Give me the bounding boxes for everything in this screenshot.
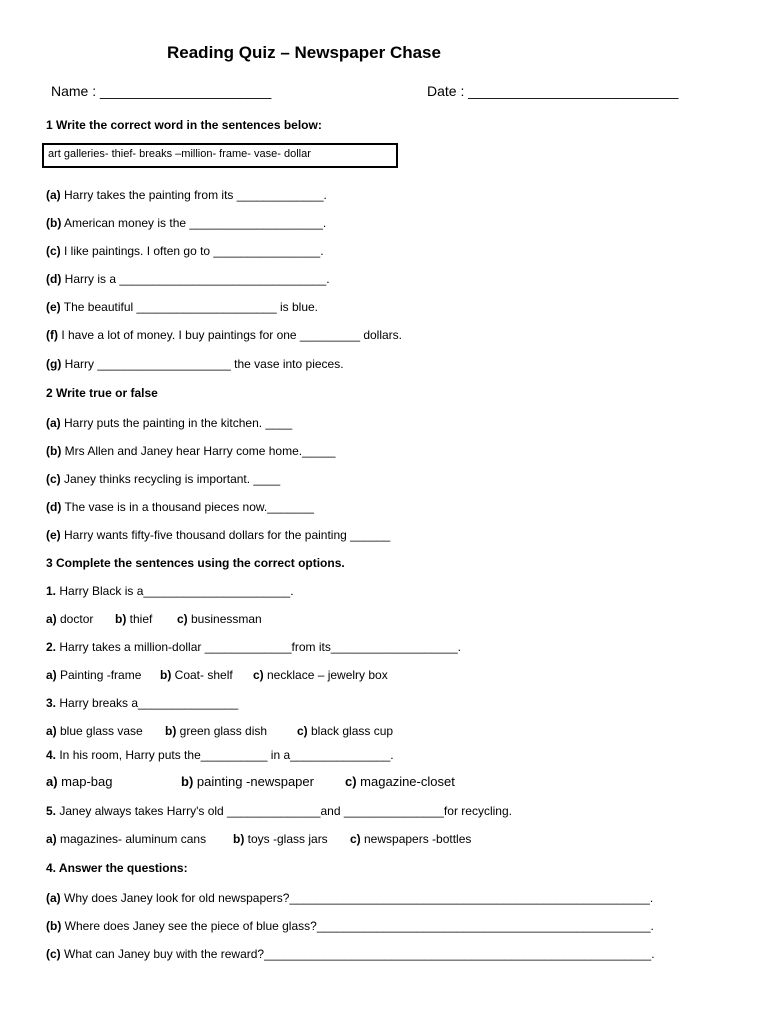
option-label: c): [177, 612, 188, 626]
item-label: (d): [46, 500, 62, 514]
s1-item-f[interactable]: [46, 328, 402, 342]
option-label: b): [160, 668, 172, 682]
option-text: newspapers -bottles: [360, 832, 472, 846]
question-text: Harry takes a million-dollar _____________from its___________________.: [56, 640, 461, 654]
s3-question-4[interactable]: [46, 748, 394, 762]
item-label: (b): [46, 444, 62, 458]
question-number: 4.: [46, 748, 57, 762]
item-label: (b): [46, 919, 62, 933]
s3-q5-option-a[interactable]: [46, 832, 206, 846]
s3-q3-option-c[interactable]: [297, 724, 393, 738]
s3-q5-option-c[interactable]: [350, 832, 471, 846]
s3-q4-option-c[interactable]: [345, 775, 455, 789]
item-text: Where does Janey see the piece of blue glass?__________________________________________________.: [61, 919, 654, 933]
option-text: magazines- aluminum cans: [56, 832, 207, 846]
option-text: painting -newspaper: [193, 774, 314, 789]
item-label: (e): [46, 300, 61, 314]
item-text: Harry is a _______________________________.: [61, 272, 330, 286]
option-text: thief: [126, 612, 153, 626]
s2-item-b[interactable]: [46, 444, 335, 458]
s4-item-b[interactable]: [46, 919, 654, 933]
item-text: The vase is in a thousand pieces now._______: [61, 500, 314, 514]
name-field[interactable]: Name : ______________________: [51, 83, 272, 99]
option-text: magazine-closet: [356, 774, 455, 789]
question-text: Harry breaks a_______________: [56, 696, 239, 710]
item-text: Harry ____________________ the vase into pieces.: [61, 357, 344, 371]
item-text: Harry puts the painting in the kitchen. ____: [60, 416, 293, 430]
s3-q2-option-b[interactable]: [160, 668, 233, 682]
s1-item-e[interactable]: [46, 300, 318, 314]
s3-q1-option-a[interactable]: [46, 612, 93, 626]
option-text: map-bag: [57, 774, 113, 789]
option-label: c): [345, 774, 357, 789]
option-label: a): [46, 832, 57, 846]
s3-q2-option-a[interactable]: [46, 668, 141, 682]
section3-heading: 3 Complete the sentences using the correct options.: [46, 556, 345, 570]
item-text: Mrs Allen and Janey hear Harry come home._____: [61, 444, 336, 458]
s4-item-c[interactable]: [46, 947, 655, 961]
option-text: toys -glass jars: [244, 832, 328, 846]
option-text: businessman: [187, 612, 262, 626]
s3-question-2[interactable]: [46, 640, 461, 654]
option-label: b): [165, 724, 177, 738]
date-field[interactable]: Date : ___________________________: [427, 83, 679, 99]
option-label: a): [46, 774, 58, 789]
option-text: Coat- shelf: [171, 668, 233, 682]
s1-item-d[interactable]: [46, 272, 330, 286]
s1-item-a[interactable]: [46, 188, 327, 202]
item-label: (e): [46, 528, 61, 542]
item-text: American money is the ____________________.: [61, 216, 327, 230]
item-label: (a): [46, 188, 61, 202]
s2-item-e[interactable]: [46, 528, 390, 542]
section2-heading: 2 Write true or false: [46, 386, 158, 400]
item-label: (c): [46, 244, 61, 258]
s3-q4-option-b[interactable]: [181, 775, 314, 789]
section4-heading: 4. Answer the questions:: [46, 861, 188, 875]
s2-item-a[interactable]: [46, 416, 292, 430]
question-number: 1.: [46, 584, 57, 598]
word-bank-text: art galleries- thief- breaks –million- frame- vase- dollar: [48, 148, 311, 160]
s3-q4-option-a[interactable]: [46, 775, 112, 789]
s3-q3-option-b[interactable]: [165, 724, 267, 738]
item-text: Janey thinks recycling is important. ____: [60, 472, 281, 486]
item-text: Why does Janey look for old newspapers?______________________________________________________.: [60, 891, 654, 905]
item-label: (b): [46, 216, 62, 230]
option-label: c): [297, 724, 308, 738]
option-text: blue glass vase: [56, 724, 143, 738]
option-text: black glass cup: [307, 724, 394, 738]
option-text: Painting -frame: [56, 668, 142, 682]
item-text: Harry takes the painting from its _____________.: [60, 188, 327, 202]
question-number: 3.: [46, 696, 57, 710]
word-bank-box: [42, 143, 398, 168]
option-label: c): [350, 832, 361, 846]
option-text: doctor: [56, 612, 94, 626]
item-label: (a): [46, 891, 61, 905]
s3-q1-option-b[interactable]: [115, 612, 152, 626]
option-label: b): [233, 832, 245, 846]
s3-q5-option-b[interactable]: [233, 832, 328, 846]
option-label: b): [181, 774, 194, 789]
s1-item-g[interactable]: [46, 357, 344, 371]
item-text: What can Janey buy with the reward?__________________________________________________________.: [60, 947, 655, 961]
item-label: (g): [46, 357, 62, 371]
section1-heading: 1 Write the correct word in the sentences below:: [46, 118, 322, 132]
s1-item-c[interactable]: [46, 244, 324, 258]
option-label: a): [46, 612, 57, 626]
option-text: green glass dish: [176, 724, 268, 738]
question-text: Janey always takes Harry's old ______________and _______________for recycling.: [56, 804, 512, 818]
option-text: necklace – jewelry box: [263, 668, 388, 682]
s2-item-c[interactable]: [46, 472, 280, 486]
s3-question-1[interactable]: [46, 584, 294, 598]
item-label: (f): [46, 328, 58, 342]
question-number: 5.: [46, 804, 57, 818]
option-label: a): [46, 668, 57, 682]
question-number: 2.: [46, 640, 57, 654]
option-label: a): [46, 724, 57, 738]
item-label: (a): [46, 416, 61, 430]
item-text: I have a lot of money. I buy paintings for one _________ dollars.: [58, 328, 403, 342]
s2-item-d[interactable]: [46, 500, 314, 514]
s1-item-b[interactable]: [46, 216, 326, 230]
item-label: (c): [46, 947, 61, 961]
s3-q1-option-c[interactable]: [177, 612, 262, 626]
s3-question-3[interactable]: [46, 696, 238, 710]
item-text: The beautiful _____________________ is blue.: [60, 300, 319, 314]
s3-question-5[interactable]: [46, 804, 512, 818]
item-label: (c): [46, 472, 61, 486]
item-label: (d): [46, 272, 62, 286]
question-text: In his room, Harry puts the__________ in a_______________.: [56, 748, 394, 762]
option-label: b): [115, 612, 127, 626]
s4-item-a[interactable]: [46, 891, 653, 905]
option-label: c): [253, 668, 264, 682]
s3-q3-option-a[interactable]: [46, 724, 143, 738]
page-title: Reading Quiz – Newspaper Chase: [167, 43, 441, 62]
item-text: I like paintings. I often go to ________________.: [60, 244, 324, 258]
item-text: Harry wants fifty-five thousand dollars for the painting ______: [60, 528, 391, 542]
question-text: Harry Black is a______________________.: [56, 584, 294, 598]
s3-q2-option-c[interactable]: [253, 668, 388, 682]
